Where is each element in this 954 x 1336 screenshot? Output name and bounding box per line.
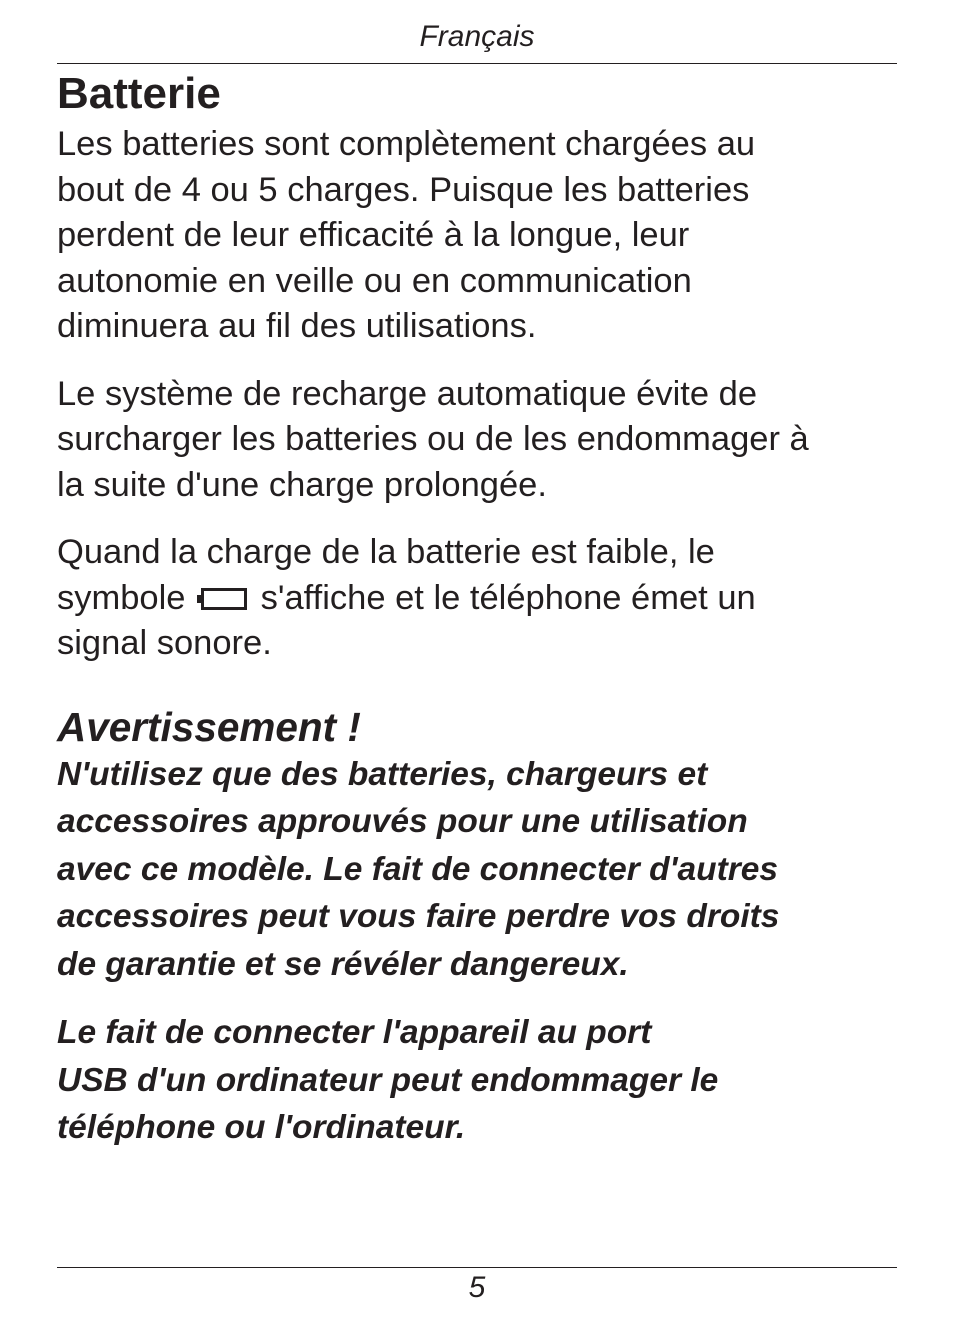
paragraph-3-text-before-icon: symbole xyxy=(57,578,186,617)
battery-paragraph-3 xyxy=(57,530,902,667)
battery-paragraph-2: Le système de recharge automatique évite de surcharger les batteries ou de les endommager à la suite d'une charge prolongée. xyxy=(57,374,809,504)
paragraph-3-text-after-icon: s'affiche et le téléphone émet un xyxy=(260,578,756,617)
paragraph-3-line-3: signal sonore. xyxy=(57,624,272,662)
page-number: 5 xyxy=(468,1271,486,1304)
footer-divider xyxy=(57,1267,897,1268)
paragraph-3-line-1: Quand la charge de la batterie est faible, le xyxy=(57,533,715,571)
low-battery-icon xyxy=(201,588,247,610)
warning-title: Avertissement ! xyxy=(57,703,361,750)
section-title: Batterie xyxy=(57,69,221,118)
page-content xyxy=(57,66,902,1152)
warning-paragraph-1: N'utilisez que des batteries, chargeurs et accessoires approuvés pour une utilisation avec ce modèle. Le fait de connecter d'autres accessoires peut vous faire perdre vos droits de garantie et se révéler dangereux. xyxy=(57,755,780,983)
page-header-language: Français xyxy=(419,20,535,53)
warning-paragraph-2: Le fait de connecter l'appareil au port USB d'un ordinateur peut endommager le téléphone ou l'ordinateur. xyxy=(57,1014,719,1146)
battery-paragraph-1: Les batteries sont complètement chargées au bout de 4 ou 5 charges. Puisque les batteries perdent de leur efficacité à la longue, leur autonomie en veille ou en communication diminuera au fil des utilisations. xyxy=(57,125,756,345)
header-divider xyxy=(57,63,897,64)
